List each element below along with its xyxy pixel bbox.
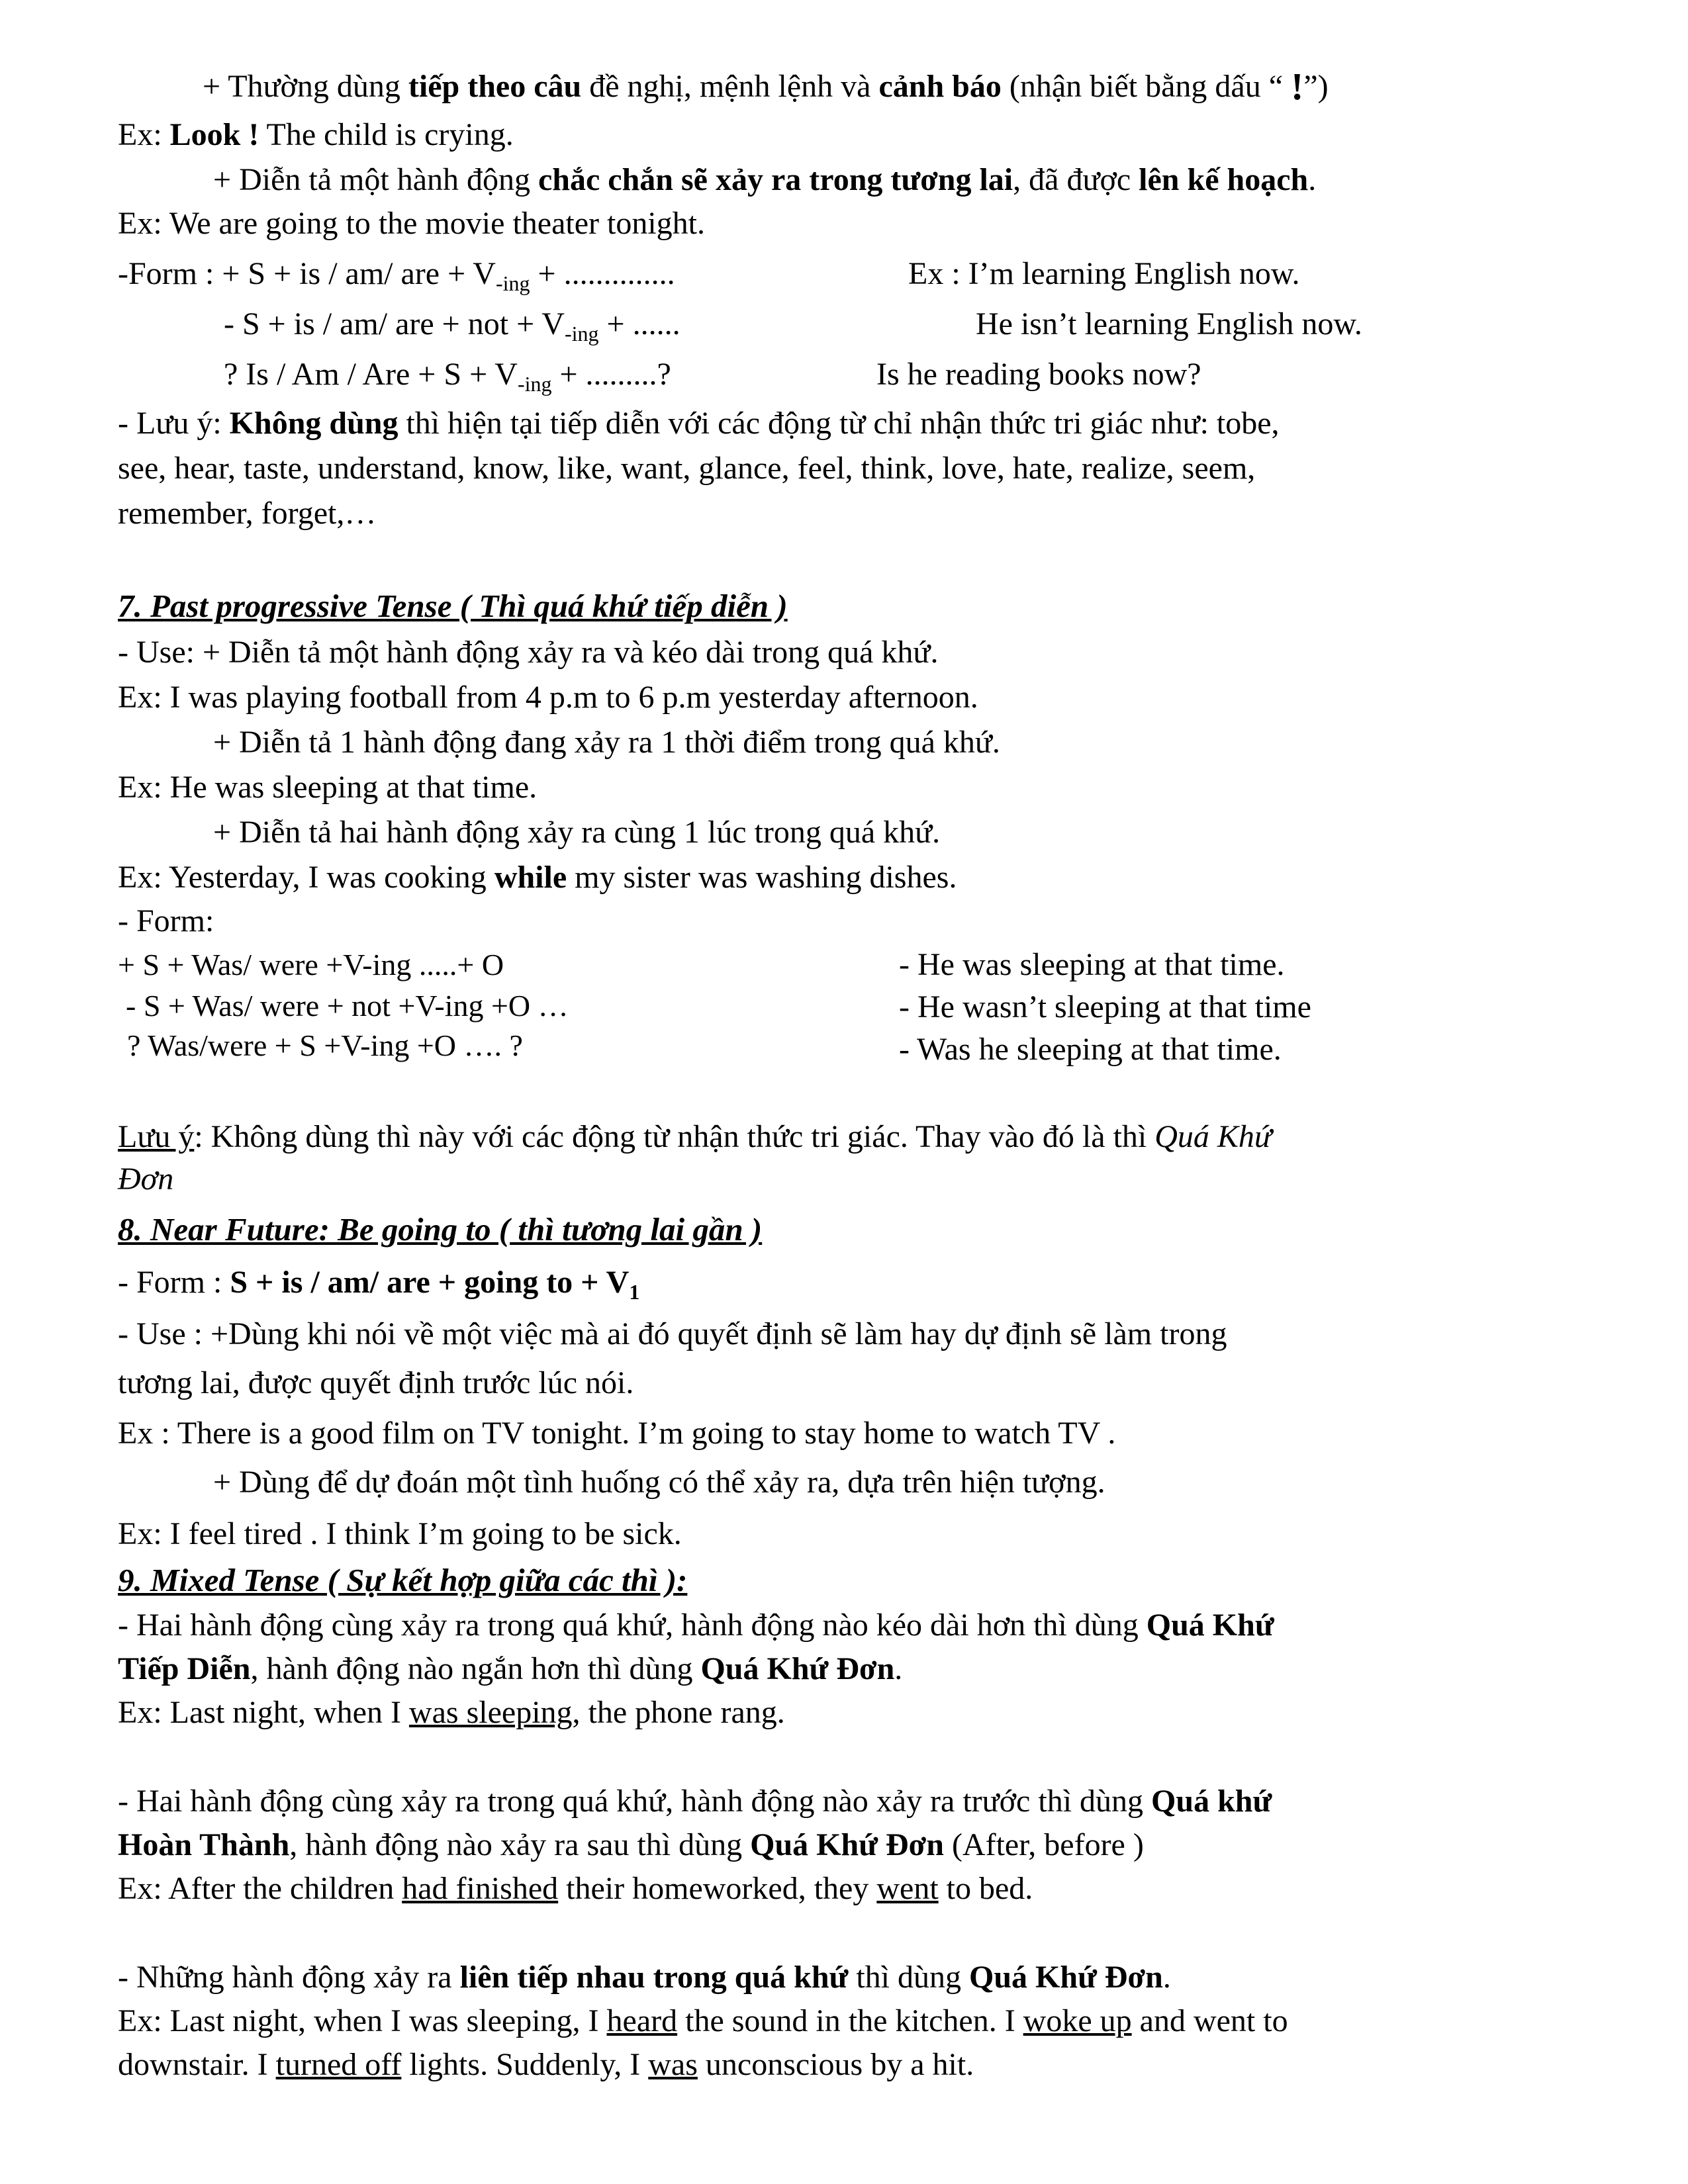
rule-line: - Hai hành động cùng xảy ra trong quá khứ, hành động nào xảy ra trước thì dùng Quá khứ [118, 1784, 1272, 1819]
note-line: remember, forget,… [118, 496, 377, 531]
example-line: Ex: Last night, when I was sleeping, I heard the sound in the kitchen. I woke up and went to [118, 2003, 1288, 2038]
example-line: Ex : There is a good film on TV tonight. I’m going to stay home to watch TV . [118, 1416, 1116, 1451]
form-negative: - S + Was/ were + not +V-ing +O … [126, 989, 569, 1023]
form-positive: -Form : + S + is / am/ are + $V_{-ing}$ + .............. [118, 256, 675, 295]
example-line: downstair. I turned off lights. Suddenly, I was unconscious by a hit. [118, 2047, 974, 2082]
form-question-example: - Was he sleeping at that time. [899, 1032, 1282, 1067]
example-line: Ex: I feel tired . I think I’m going to be sick. [118, 1516, 682, 1551]
example-line: Ex: After the children had finished their homeworked, they went to bed. [118, 1871, 1033, 1906]
form-question: ? Was/were + S +V-ing +O …. ? [127, 1028, 523, 1062]
form-positive-example: Ex : I’m learning English now. [908, 256, 1300, 291]
form-positive-example: - He was sleeping at that time. [899, 947, 1285, 982]
example-line: Ex: Yesterday, I was cooking while my sister was washing dishes. [118, 860, 957, 895]
example-line: Ex: He was sleeping at that time. [118, 770, 538, 805]
note-line: see, hear, taste, understand, know, like, want, glance, feel, think, love, hate, realize, seem, [118, 451, 1256, 486]
rule-line: - Những hành động xảy ra liên tiếp nhau trong quá khứ thì dùng Quá Khứ Đơn. [118, 1960, 1171, 1995]
example-line: Ex: Last night, when I was sleeping, the phone rang. [118, 1695, 785, 1730]
form-line: - Form : S + is / am/ are + going to + $V_1$ [118, 1265, 640, 1304]
rule-line: Tiếp Diễn, hành động nào ngắn hơn thì dùng Quá Khứ Đơn. [118, 1651, 903, 1686]
form-question: ? Is / Am / Are + $S + V_{-ing}$ + .........? [224, 357, 671, 396]
section-heading-mixed-tense: 9. Mixed Tense ( Sự kết hợp giữa các thì ): [118, 1562, 688, 1598]
use-line: + Diễn tả hai hành động xảy ra cùng 1 lúc trong quá khứ. [213, 815, 941, 850]
use-line-suggestion: + Thường dùng tiếp theo câu đề nghị, mệnh lệnh và cảnh báo (nhận biết bằng dấu “ !”) [203, 65, 1329, 108]
example-line: Ex: Look ! The child is crying. [118, 117, 514, 152]
rule-line: Hoàn Thành, hành động nào xảy ra sau thì dùng Quá Khứ Đơn (After, before ) [118, 1827, 1144, 1862]
form-negative: - S + is / am/ are + not + $V_{-ing}$ + ...... [224, 306, 680, 345]
example-line: Ex: I was playing football from 4 p.m to 6 p.m yesterday afternoon. [118, 680, 978, 715]
note-line: Lưu ý: Không dùng thì này với các động từ nhận thức tri giác. Thay vào đó là thì Quá Khứ [118, 1119, 1272, 1154]
note-line: Đơn [118, 1161, 174, 1197]
use-line: + Diễn tả 1 hành động đang xảy ra 1 thời điểm trong quá khứ. [213, 725, 1000, 760]
section-heading-near-future: 8. Near Future: Be going to ( thì tương lai gần ) [118, 1211, 763, 1248]
use-line: + Dùng để dự đoán một tình huống có thể xảy ra, dựa trên hiện tượng. [213, 1465, 1105, 1500]
section-heading-past-progressive: 7. Past progressive Tense ( Thì quá khứ tiếp diễn ) [118, 588, 788, 624]
form-label: - Form: [118, 903, 214, 938]
form-negative-example: He isn’t learning English now. [976, 306, 1362, 341]
form-question-example: Is he reading books now? [876, 357, 1201, 392]
use-line: tương lai, được quyết định trước lúc nói. [118, 1365, 634, 1400]
form-positive: + S + Was/ were +V-ing .....+ O [118, 948, 504, 981]
note-line: - Lưu ý: Không dùng thì hiện tại tiếp diễn với các động từ chỉ nhận thức tri giác như: tobe, [118, 406, 1280, 441]
use-line: - Use: + Diễn tả một hành động xảy ra và kéo dài trong quá khứ. [118, 635, 939, 670]
use-line-future-plan: + Diễn tả một hành động chắc chắn sẽ xảy ra trong tương lai, đã được lên kế hoạch. [213, 162, 1317, 197]
use-line: - Use : +Dùng khi nói về một việc mà ai đó quyết định sẽ làm hay dự định sẽ làm trong [118, 1316, 1227, 1351]
form-negative-example: - He wasn’t sleeping at that time [899, 989, 1311, 1024]
rule-line: - Hai hành động cùng xảy ra trong quá khứ, hành động nào kéo dài hơn thì dùng Quá Khứ [118, 1608, 1274, 1643]
example-line: Ex: We are going to the movie theater tonight. [118, 206, 706, 241]
